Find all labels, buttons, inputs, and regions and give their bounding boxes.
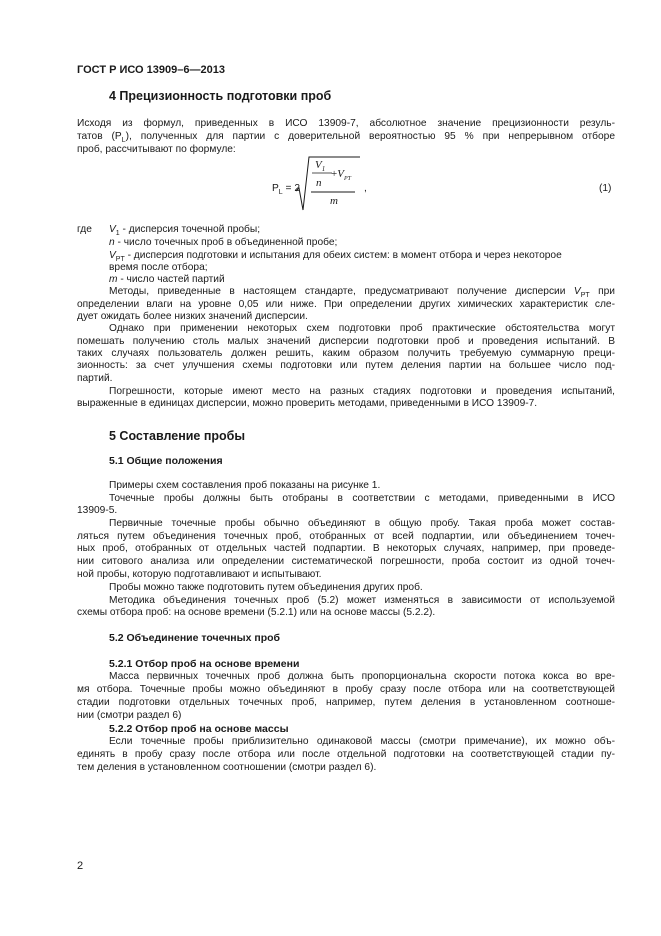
s522-line-3: тем деления в установленном соотношении (смотри раздел 6).	[77, 762, 377, 773]
s51-line-11: схемы отбора проб: на основе времени (5.2.1) или на основе массы (5.2.2).	[77, 607, 436, 618]
section-5-2-2-title: 5.2.2 Отбор проб на основе массы	[109, 723, 289, 735]
section-5-1-title: 5.1 Общие положения	[109, 455, 223, 467]
section-4-title: 4 Прецизионность подготовки проб	[109, 89, 332, 103]
para-3-line-2: выраженные в единицах дисперсии, можно проверить методами, приведенными в ИСО 13909-7.	[77, 398, 538, 409]
s521-line-4: нии (смотри раздел 6)	[77, 710, 182, 721]
s521-line-1: Масса первичных точечных проб должна быть пропорциональна скорости потока кокса во вре-	[109, 671, 615, 682]
para-2-line-2: помешать получению столь малых значений дисперсии подготовки проб и проведения испытаний. В	[77, 336, 615, 347]
page-number: 2	[77, 860, 84, 872]
s521-line-2: мя отбора. Точечные пробы можно объединяют в пробу сразу после отбора или на соответствующей	[77, 684, 615, 695]
formula-v1: $V_1$	[315, 159, 326, 174]
s51-line-1: Примеры схем составления проб показаны на рисунке 1.	[109, 480, 381, 491]
formula-lhs: $P_L = 2$	[272, 183, 300, 197]
section-4-intro-line-3: проб, рассчитывают по формуле:	[77, 144, 236, 155]
para-2-line-1: Однако при применении некоторых схем подготовки проб практические обстоятельства могут	[109, 323, 615, 334]
para-2-line-3: таких случаях пользователь должен решить, каким образом получить требуемую суммарную преци-	[77, 348, 615, 359]
section-5-2-1-title: 5.2.1 Отбор проб на основе времени	[109, 658, 300, 670]
s521-line-3: стадии подготовки отдельных точечных проб, например, путем деления в установленном соотноше-	[77, 697, 615, 708]
formula-number: (1)	[599, 183, 612, 194]
para-1-line-1: Методы, приведенные в настоящем стандарте, предусматривают получение дисперсии $V_{PT}$ при	[109, 286, 615, 300]
section-4-intro-line-1: Исходя из формул, приведенных в ИСО 13909-7, абсолютное значение прецизионности резуль-	[77, 118, 615, 129]
s51-line-3: 13909-5.	[77, 505, 118, 516]
section-5-2-title: 5.2 Объединение точечных проб	[109, 632, 281, 644]
section-4-intro-line-2: татов $(P_L)$, полученных для партии с доверительной вероятностью 95 % при непрерывном отборе	[77, 131, 615, 145]
section-5-title: 5 Составление пробы	[109, 429, 246, 443]
definition-vpt-cont: время после отбора;	[109, 262, 208, 273]
para-2-line-4: зионность: за счет улучшения схемы подготовки или путем деления партии на большее число под-	[77, 360, 615, 371]
s522-line-1: Если точечные пробы приблизительно одинаковой массы (смотри примечание), их можно объ-	[109, 736, 615, 747]
s51-line-9: Пробы можно также подготовить путем объединения других проб.	[109, 582, 423, 593]
para-1-line-3: дует ожидать более низких значений дисперсии.	[77, 311, 308, 322]
para-1-line-2: определении влаги на уровне 0,05 или ниже. При определении других химических характеристик сле-	[77, 299, 615, 310]
formula-comma: ,	[364, 183, 367, 194]
s51-line-4: Первичные точечные пробы обычно объединяют в общую пробу. Такая проба может состав-	[109, 518, 615, 529]
s51-line-5: ляться путем объединения точечных проб, отобранных от всей подпартии, или объединением точеч-	[77, 531, 615, 542]
para-3-line-1: Погрешности, которые имеют место на разных стадиях подготовки и проведения испытаний,	[109, 386, 615, 397]
definition-vpt: $V_{PT}$ - дисперсия подготовки и испытания для обеих систем: в момент отбора и через некоторое	[109, 250, 562, 264]
document-code-header: ГОСТ Р ИСО 13909–6—2013	[77, 64, 225, 76]
s51-line-2: Точечные пробы должны быть отобраны в соответствии с методами, приведенными в ИСО	[109, 493, 615, 504]
definition-v1: $V_1$ - дисперсия точечной пробы;	[109, 224, 261, 238]
definition-m: m - число частей партий	[109, 274, 225, 285]
s51-line-7: нии ситового анализа или определении систематической погрешности, проба состоит из одной точеч-	[77, 556, 615, 567]
s522-line-2: единять в пробу сразу после отбора или после отдельной подготовки на соответствующей стадии пу-	[77, 749, 615, 760]
formula-plus-vpt: $+V_{PT}$	[331, 168, 351, 183]
formula-n: n	[316, 177, 322, 189]
where-label: где	[77, 224, 92, 235]
formula-m: m	[330, 195, 338, 207]
s51-line-6: ных проб, отобранных от отдельных частей подпартии. В некоторых случаях, например, при проведе-	[77, 543, 615, 554]
formula-radical	[294, 155, 364, 213]
para-2-line-5: партий.	[77, 373, 113, 384]
s51-line-8: ной пробы, которую подготавливают и испытывают.	[77, 569, 322, 580]
definition-n: n - число точечных проб в объединенной пробе;	[109, 237, 338, 248]
s51-line-10: Методика объединения точечных проб (5.2) может изменяться в зависимости от используемой	[109, 595, 615, 606]
